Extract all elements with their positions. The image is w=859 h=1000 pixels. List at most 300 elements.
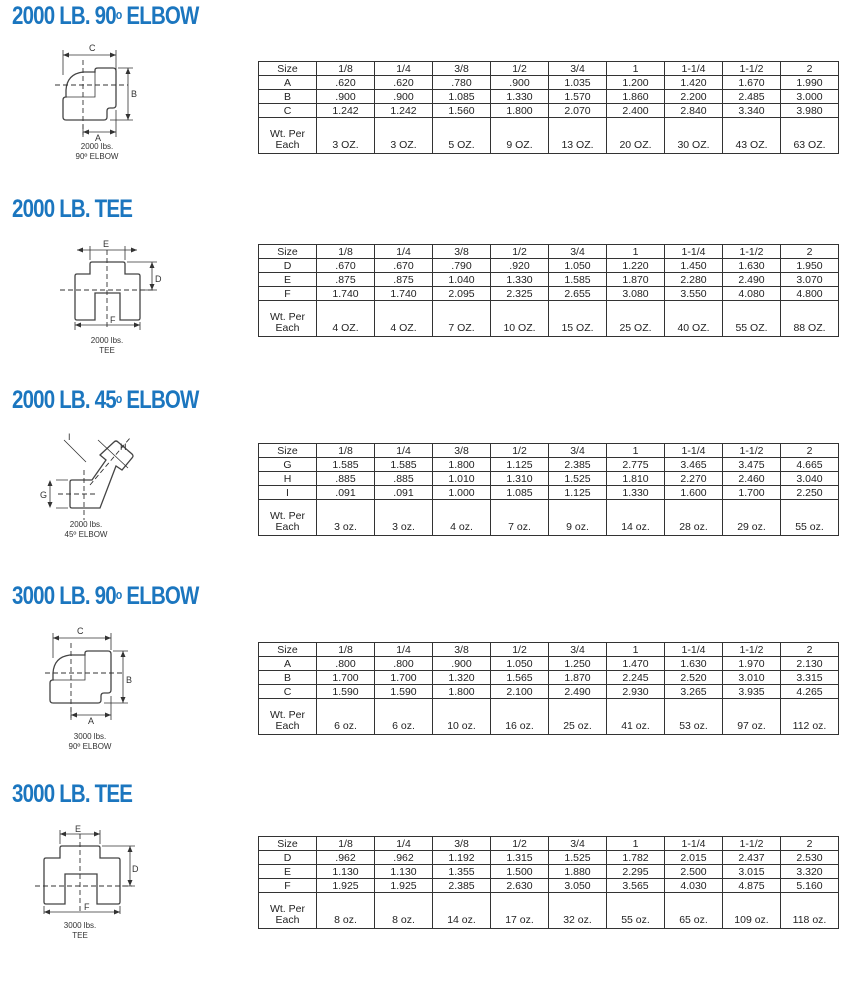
table-cell: 1/4: [375, 643, 433, 657]
table-cell: 1-1/4: [665, 643, 723, 657]
table-cell: 3/4: [549, 62, 607, 76]
table-cell: 118 oz.: [781, 893, 839, 929]
svg-text:2000 lbs.: 2000 lbs.: [69, 520, 103, 529]
table-header-row: [259, 444, 839, 458]
table-cell: 1.525: [549, 851, 607, 865]
table-cell: 1.585: [549, 273, 607, 287]
row-label: E: [259, 273, 317, 287]
table-cell: 1.355: [433, 865, 491, 879]
table-cell: 1.630: [723, 259, 781, 273]
row-label: B: [259, 90, 317, 104]
table-cell: 1-1/4: [665, 62, 723, 76]
table-cell: 1-1/2: [723, 837, 781, 851]
table-cell: 1.330: [491, 90, 549, 104]
table-cell: 2.130: [781, 657, 839, 671]
table-cell: 3/4: [549, 245, 607, 259]
table-cell: 1/2: [491, 837, 549, 851]
table-cell: 2.325: [491, 287, 549, 301]
svg-text:2000 lbs.: 2000 lbs.: [90, 336, 124, 345]
row-label: Wt. Per Each: [259, 893, 317, 929]
row-label: Size: [259, 62, 317, 76]
table-cell: 25 OZ.: [607, 301, 665, 337]
svg-text:E: E: [103, 239, 110, 249]
row-label: C: [259, 104, 317, 118]
table-cell: .875: [375, 273, 433, 287]
weight-row: [259, 118, 839, 154]
table-cell: .620: [375, 76, 433, 90]
table-cell: 4 OZ.: [317, 301, 375, 337]
table-cell: 9 OZ.: [491, 118, 549, 154]
table-header-row: [259, 245, 839, 259]
table-cell: 41 oz.: [607, 699, 665, 735]
table-cell: 1.970: [723, 657, 781, 671]
table-cell: 3.465: [665, 458, 723, 472]
table-cell: 3.550: [665, 287, 723, 301]
table-cell: .620: [317, 76, 375, 90]
table-cell: 4.665: [781, 458, 839, 472]
table-cell: 112 oz.: [781, 699, 839, 735]
table-cell: 1.130: [375, 865, 433, 879]
tee-diagram-3000: [40, 822, 170, 947]
table-cell: 1.585: [317, 458, 375, 472]
row-label: F: [259, 287, 317, 301]
table-cell: .900: [317, 90, 375, 104]
svg-text:H: H: [120, 442, 127, 452]
table-cell: 3.340: [723, 104, 781, 118]
table-cell: 10 oz.: [433, 699, 491, 735]
table-cell: 1-1/4: [665, 245, 723, 259]
table-cell: 1.320: [433, 671, 491, 685]
table-cell: 2.070: [549, 104, 607, 118]
svg-text:3000 lbs.: 3000 lbs.: [63, 921, 97, 930]
table-row: [259, 104, 839, 118]
table-cell: 1.250: [549, 657, 607, 671]
row-label: Size: [259, 837, 317, 851]
table-cell: 1.420: [665, 76, 723, 90]
table-cell: 1.310: [491, 472, 549, 486]
table-cell: 1/2: [491, 245, 549, 259]
section-title-2000-90-elbow: 2000 LB. 90$^o$ ELBOW: [12, 2, 199, 30]
table-cell: 3 OZ.: [317, 118, 375, 154]
table-cell: 2.490: [549, 685, 607, 699]
table-cell: 1.242: [317, 104, 375, 118]
table-cell: 1-1/2: [723, 643, 781, 657]
table-row: [259, 879, 839, 893]
table-cell: 1.500: [491, 865, 549, 879]
table-cell: 6 oz.: [317, 699, 375, 735]
table-cell: 1.860: [607, 90, 665, 104]
table-cell: .885: [317, 472, 375, 486]
table-cell: 3.000: [781, 90, 839, 104]
table-cell: 1.040: [433, 273, 491, 287]
table-row: [259, 865, 839, 879]
table-cell: .091: [317, 486, 375, 500]
section-title-2000-45-elbow: 2000 LB. 45$^o$ ELBOW: [12, 386, 199, 414]
table-row: [259, 273, 839, 287]
table-cell: 2.250: [781, 486, 839, 500]
table-cell: 55 oz.: [781, 500, 839, 536]
table-cell: .670: [317, 259, 375, 273]
table-row: [259, 76, 839, 90]
tee-diagram: [40, 238, 170, 363]
table-cell: 7 OZ.: [433, 301, 491, 337]
table-cell: 2.655: [549, 287, 607, 301]
table-cell: 3.475: [723, 458, 781, 472]
table-cell: 1.700: [317, 671, 375, 685]
elbow-90-diagram-3000: [40, 628, 170, 753]
table-cell: 1: [607, 62, 665, 76]
table-cell: 3.010: [723, 671, 781, 685]
table-cell: 2.775: [607, 458, 665, 472]
svg-text:D: D: [155, 274, 162, 284]
svg-text:B: B: [131, 89, 138, 99]
elbow-90-diagram: [40, 45, 170, 170]
svg-text:D: D: [132, 864, 139, 874]
table-cell: 2.245: [607, 671, 665, 685]
table-cell: .670: [375, 259, 433, 273]
table-cell: 3/8: [433, 245, 491, 259]
table-row: [259, 851, 839, 865]
table-cell: 1.315: [491, 851, 549, 865]
table-cell: 3/4: [549, 444, 607, 458]
table-header-row: [259, 643, 839, 657]
svg-text:F: F: [110, 315, 116, 325]
row-label: C: [259, 685, 317, 699]
table-cell: 2.520: [665, 671, 723, 685]
svg-text:2000 lbs.: 2000 lbs.: [80, 142, 114, 151]
table-cell: 1.570: [549, 90, 607, 104]
table-cell: 43 OZ.: [723, 118, 781, 154]
table-row: [259, 90, 839, 104]
table-row: [259, 458, 839, 472]
table-cell: 1.810: [607, 472, 665, 486]
table-cell: 55 OZ.: [723, 301, 781, 337]
table-row: [259, 671, 839, 685]
spec-table-2000-45-elbow: [258, 443, 839, 536]
table-cell: .900: [375, 90, 433, 104]
table-cell: 25 oz.: [549, 699, 607, 735]
table-cell: .900: [491, 76, 549, 90]
table-cell: 1.800: [433, 685, 491, 699]
weight-row: [259, 301, 839, 337]
table-cell: 3/8: [433, 643, 491, 657]
section-title-2000-tee: 2000 LB. TEE: [12, 195, 133, 223]
table-cell: 1/4: [375, 444, 433, 458]
table-cell: .885: [375, 472, 433, 486]
weight-row: [259, 500, 839, 536]
row-label: Wt. Per Each: [259, 699, 317, 735]
table-cell: 1.560: [433, 104, 491, 118]
table-cell: 1.125: [491, 458, 549, 472]
row-label: A: [259, 657, 317, 671]
row-label: Wt. Per Each: [259, 301, 317, 337]
table-cell: 1.700: [723, 486, 781, 500]
table-cell: 1.330: [607, 486, 665, 500]
svg-text:3000 lbs.: 3000 lbs.: [73, 732, 107, 741]
table-cell: 1.050: [549, 259, 607, 273]
row-label: Size: [259, 245, 317, 259]
table-cell: 1-1/2: [723, 444, 781, 458]
table-cell: 3.320: [781, 865, 839, 879]
row-label: Wt. Per Each: [259, 118, 317, 154]
spec-table-3000-tee: [258, 836, 839, 929]
table-cell: 1.000: [433, 486, 491, 500]
table-cell: 29 oz.: [723, 500, 781, 536]
svg-text:I: I: [68, 432, 71, 442]
table-cell: 3/4: [549, 837, 607, 851]
svg-text:F: F: [84, 902, 90, 912]
table-row: [259, 685, 839, 699]
table-cell: 1.700: [375, 671, 433, 685]
table-cell: 2: [781, 643, 839, 657]
table-cell: 1.242: [375, 104, 433, 118]
table-cell: 1/4: [375, 62, 433, 76]
table-cell: 1/4: [375, 837, 433, 851]
table-cell: 5 OZ.: [433, 118, 491, 154]
table-cell: 1: [607, 245, 665, 259]
table-cell: 3/8: [433, 444, 491, 458]
table-cell: 3.015: [723, 865, 781, 879]
table-cell: 1: [607, 444, 665, 458]
table-cell: 1.525: [549, 472, 607, 486]
table-cell: 3 oz.: [317, 500, 375, 536]
table-cell: 3 OZ.: [375, 118, 433, 154]
table-cell: 3.315: [781, 671, 839, 685]
table-cell: 2.930: [607, 685, 665, 699]
table-cell: 7 oz.: [491, 500, 549, 536]
table-cell: 2.530: [781, 851, 839, 865]
table-cell: 1/8: [317, 643, 375, 657]
table-cell: 2.385: [549, 458, 607, 472]
spec-table-2000-tee: [258, 244, 839, 337]
table-cell: 4.875: [723, 879, 781, 893]
table-row: [259, 472, 839, 486]
table-cell: 4.080: [723, 287, 781, 301]
svg-text:90º ELBOW: 90º ELBOW: [68, 742, 112, 751]
table-cell: 2.200: [665, 90, 723, 104]
table-cell: 1/8: [317, 837, 375, 851]
table-cell: 1.450: [665, 259, 723, 273]
row-label: H: [259, 472, 317, 486]
svg-text:TEE: TEE: [72, 931, 88, 940]
table-cell: .800: [375, 657, 433, 671]
svg-text:C: C: [77, 626, 84, 636]
table-cell: 1.670: [723, 76, 781, 90]
table-cell: .962: [375, 851, 433, 865]
table-cell: 1.220: [607, 259, 665, 273]
table-cell: 32 oz.: [549, 893, 607, 929]
table-cell: 4.800: [781, 287, 839, 301]
weight-row: [259, 893, 839, 929]
table-cell: 14 oz.: [607, 500, 665, 536]
table-cell: 2: [781, 245, 839, 259]
table-cell: 3 oz.: [375, 500, 433, 536]
svg-text:TEE: TEE: [99, 346, 115, 355]
table-cell: 4 oz.: [433, 500, 491, 536]
table-cell: 1.125: [549, 486, 607, 500]
table-row: [259, 657, 839, 671]
table-cell: 1/8: [317, 444, 375, 458]
table-cell: .091: [375, 486, 433, 500]
table-cell: 97 oz.: [723, 699, 781, 735]
table-cell: 2.490: [723, 273, 781, 287]
table-cell: 53 oz.: [665, 699, 723, 735]
table-cell: 1.870: [607, 273, 665, 287]
row-label: Size: [259, 444, 317, 458]
table-cell: 3.050: [549, 879, 607, 893]
table-cell: 14 oz.: [433, 893, 491, 929]
table-cell: 1.990: [781, 76, 839, 90]
table-cell: 1-1/2: [723, 245, 781, 259]
table-cell: 3.980: [781, 104, 839, 118]
row-label: A: [259, 76, 317, 90]
table-cell: 1.740: [317, 287, 375, 301]
table-cell: 13 OZ.: [549, 118, 607, 154]
row-label: D: [259, 259, 317, 273]
table-cell: 1/4: [375, 245, 433, 259]
table-cell: 40 OZ.: [665, 301, 723, 337]
table-cell: 17 oz.: [491, 893, 549, 929]
svg-text:B: B: [126, 675, 133, 685]
table-cell: .875: [317, 273, 375, 287]
row-label: Size: [259, 643, 317, 657]
table-cell: .900: [433, 657, 491, 671]
svg-text:C: C: [89, 43, 96, 53]
table-cell: 4 OZ.: [375, 301, 433, 337]
table-row: [259, 259, 839, 273]
table-cell: 3.265: [665, 685, 723, 699]
table-cell: 5.160: [781, 879, 839, 893]
section-title-3000-90-elbow: 3000 LB. 90$^o$ ELBOW: [12, 582, 199, 610]
table-cell: 2.095: [433, 287, 491, 301]
table-cell: 2.100: [491, 685, 549, 699]
table-cell: 3.070: [781, 273, 839, 287]
table-cell: 1.192: [433, 851, 491, 865]
table-cell: 2: [781, 444, 839, 458]
table-cell: 109 oz.: [723, 893, 781, 929]
row-label: B: [259, 671, 317, 685]
row-label: Wt. Per Each: [259, 500, 317, 536]
table-cell: 1.880: [549, 865, 607, 879]
row-label: G: [259, 458, 317, 472]
row-label: F: [259, 879, 317, 893]
table-cell: 1/8: [317, 62, 375, 76]
table-cell: 3.565: [607, 879, 665, 893]
table-cell: 3/4: [549, 643, 607, 657]
table-cell: 1.800: [433, 458, 491, 472]
table-cell: 2.630: [491, 879, 549, 893]
table-cell: 3.040: [781, 472, 839, 486]
table-cell: 8 oz.: [317, 893, 375, 929]
table-cell: 4.265: [781, 685, 839, 699]
table-cell: 3/8: [433, 62, 491, 76]
table-cell: 1/8: [317, 245, 375, 259]
table-cell: 2.015: [665, 851, 723, 865]
table-cell: 1.050: [491, 657, 549, 671]
table-cell: 1.925: [317, 879, 375, 893]
table-cell: 1: [607, 643, 665, 657]
table-cell: 1.740: [375, 287, 433, 301]
weight-row: [259, 699, 839, 735]
table-cell: 2.385: [433, 879, 491, 893]
table-cell: 3.080: [607, 287, 665, 301]
section-title-3000-tee: 3000 LB. TEE: [12, 780, 133, 808]
table-cell: .790: [433, 259, 491, 273]
table-cell: 1.330: [491, 273, 549, 287]
table-cell: 1.585: [375, 458, 433, 472]
table-cell: .780: [433, 76, 491, 90]
row-label: I: [259, 486, 317, 500]
table-cell: 1.590: [317, 685, 375, 699]
table-cell: 1.085: [433, 90, 491, 104]
table-cell: 1.200: [607, 76, 665, 90]
table-cell: 4.030: [665, 879, 723, 893]
table-cell: 1/2: [491, 643, 549, 657]
table-cell: 88 OZ.: [781, 301, 839, 337]
table-cell: 2.400: [607, 104, 665, 118]
table-cell: 9 oz.: [549, 500, 607, 536]
table-cell: 1-1/4: [665, 444, 723, 458]
table-row: [259, 486, 839, 500]
table-cell: 1.010: [433, 472, 491, 486]
table-cell: .962: [317, 851, 375, 865]
table-cell: 2.270: [665, 472, 723, 486]
svg-text:A: A: [88, 716, 95, 726]
svg-text:A: A: [95, 133, 102, 143]
table-cell: 16 oz.: [491, 699, 549, 735]
table-cell: 2: [781, 837, 839, 851]
table-cell: 1.085: [491, 486, 549, 500]
svg-text:G: G: [40, 490, 48, 500]
table-cell: 63 OZ.: [781, 118, 839, 154]
table-cell: 2.460: [723, 472, 781, 486]
spec-table-2000-90-elbow: [258, 61, 839, 154]
table-row: [259, 287, 839, 301]
table-cell: 2.295: [607, 865, 665, 879]
svg-text:45º ELBOW: 45º ELBOW: [64, 530, 108, 539]
table-cell: 2.485: [723, 90, 781, 104]
table-cell: 2.437: [723, 851, 781, 865]
table-cell: 1-1/4: [665, 837, 723, 851]
table-cell: 2: [781, 62, 839, 76]
table-cell: 1.565: [491, 671, 549, 685]
svg-text:90º ELBOW: 90º ELBOW: [75, 152, 119, 161]
table-cell: 1/2: [491, 62, 549, 76]
table-cell: 2.280: [665, 273, 723, 287]
table-cell: 1.782: [607, 851, 665, 865]
table-cell: 55 oz.: [607, 893, 665, 929]
table-cell: 1.800: [491, 104, 549, 118]
table-cell: 1.130: [317, 865, 375, 879]
table-cell: 1.870: [549, 671, 607, 685]
table-cell: 1.600: [665, 486, 723, 500]
table-cell: .800: [317, 657, 375, 671]
table-cell: 2.840: [665, 104, 723, 118]
spec-table-3000-90-elbow: [258, 642, 839, 735]
svg-text:E: E: [75, 824, 82, 834]
table-cell: 8 oz.: [375, 893, 433, 929]
table-cell: 3/8: [433, 837, 491, 851]
row-label: D: [259, 851, 317, 865]
table-cell: 20 OZ.: [607, 118, 665, 154]
table-cell: 28 oz.: [665, 500, 723, 536]
table-cell: 2.500: [665, 865, 723, 879]
table-cell: 1.950: [781, 259, 839, 273]
table-cell: 15 OZ.: [549, 301, 607, 337]
table-cell: 1.630: [665, 657, 723, 671]
table-cell: 1/2: [491, 444, 549, 458]
row-label: E: [259, 865, 317, 879]
